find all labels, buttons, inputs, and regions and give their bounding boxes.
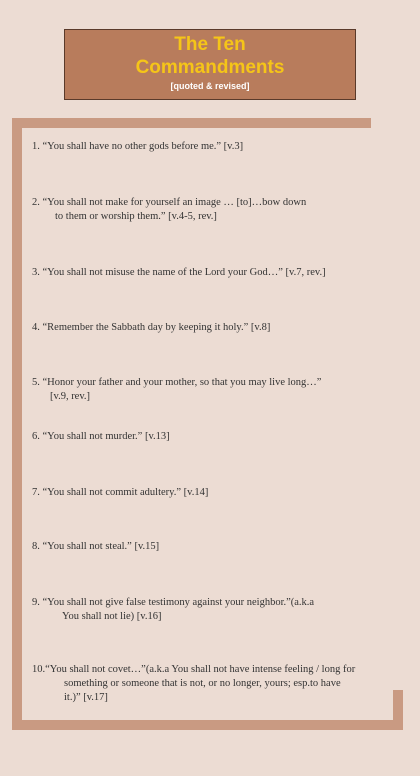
commandment-4-text: 4. “Remember the Sabbath day by keeping it holy.” [v.8] (32, 322, 271, 333)
commandment-10-line-1: 10.“You shall not covet…”(a.k.a You shall not have intense feeling / long for (32, 664, 356, 675)
commandment-10 (32, 663, 412, 705)
title-line-1: The Ten (174, 34, 246, 55)
commandment-2-line-2: to them or worship them.” [v.4-5, rev.] (55, 211, 217, 222)
title-box (64, 29, 356, 100)
commandment-2-line-1: 2. “You shall not make for yourself an image … [to]…bow down (32, 197, 307, 208)
commandment-8-text: 8. “You shall not steal.” [v.15] (32, 541, 160, 552)
subtitle: [quoted & revised] (170, 81, 250, 91)
commandment-1 (32, 140, 412, 154)
commandment-5-line-2: [v.9, rev.] (50, 391, 91, 402)
commandment-7 (32, 486, 412, 500)
commandment-8 (32, 540, 412, 554)
frame-top-border (20, 118, 371, 128)
commandment-9-line-2: You shall not lie) [v.16] (62, 611, 162, 622)
commandment-6 (32, 430, 412, 444)
commandment-6-text: 6. “You shall not murder.” [v.13] (32, 431, 170, 442)
title-line-2: Commandments (135, 57, 285, 78)
commandment-10-line-2: something or someone that is not, or no longer, yours; esp.to have (64, 678, 341, 689)
commandment-7-text: 7. “You shall not commit adultery.” [v.14] (32, 487, 209, 498)
commandment-2 (32, 196, 412, 224)
commandment-10-line-3: it.)” [v.17] (64, 692, 108, 703)
frame-bottom-border (12, 720, 403, 730)
commandment-3 (32, 266, 412, 280)
frame-left-border (12, 118, 22, 730)
commandment-4 (32, 321, 412, 335)
commandment-1-text: 1. “You shall have no other gods before me.” [v.3] (32, 141, 244, 152)
commandment-9 (32, 596, 412, 624)
commandment-5-line-1: 5. “Honor your father and your mother, so that you may live long…” (32, 377, 322, 388)
commandment-5 (32, 376, 412, 404)
commandment-3-text: 3. “You shall not misuse the name of the Lord your God…” [v.7, rev.] (32, 267, 326, 278)
commandments-panel (22, 128, 393, 720)
commandment-9-line-1: 9. “You shall not give false testimony against your neighbor.”(a.k.a (32, 597, 315, 608)
